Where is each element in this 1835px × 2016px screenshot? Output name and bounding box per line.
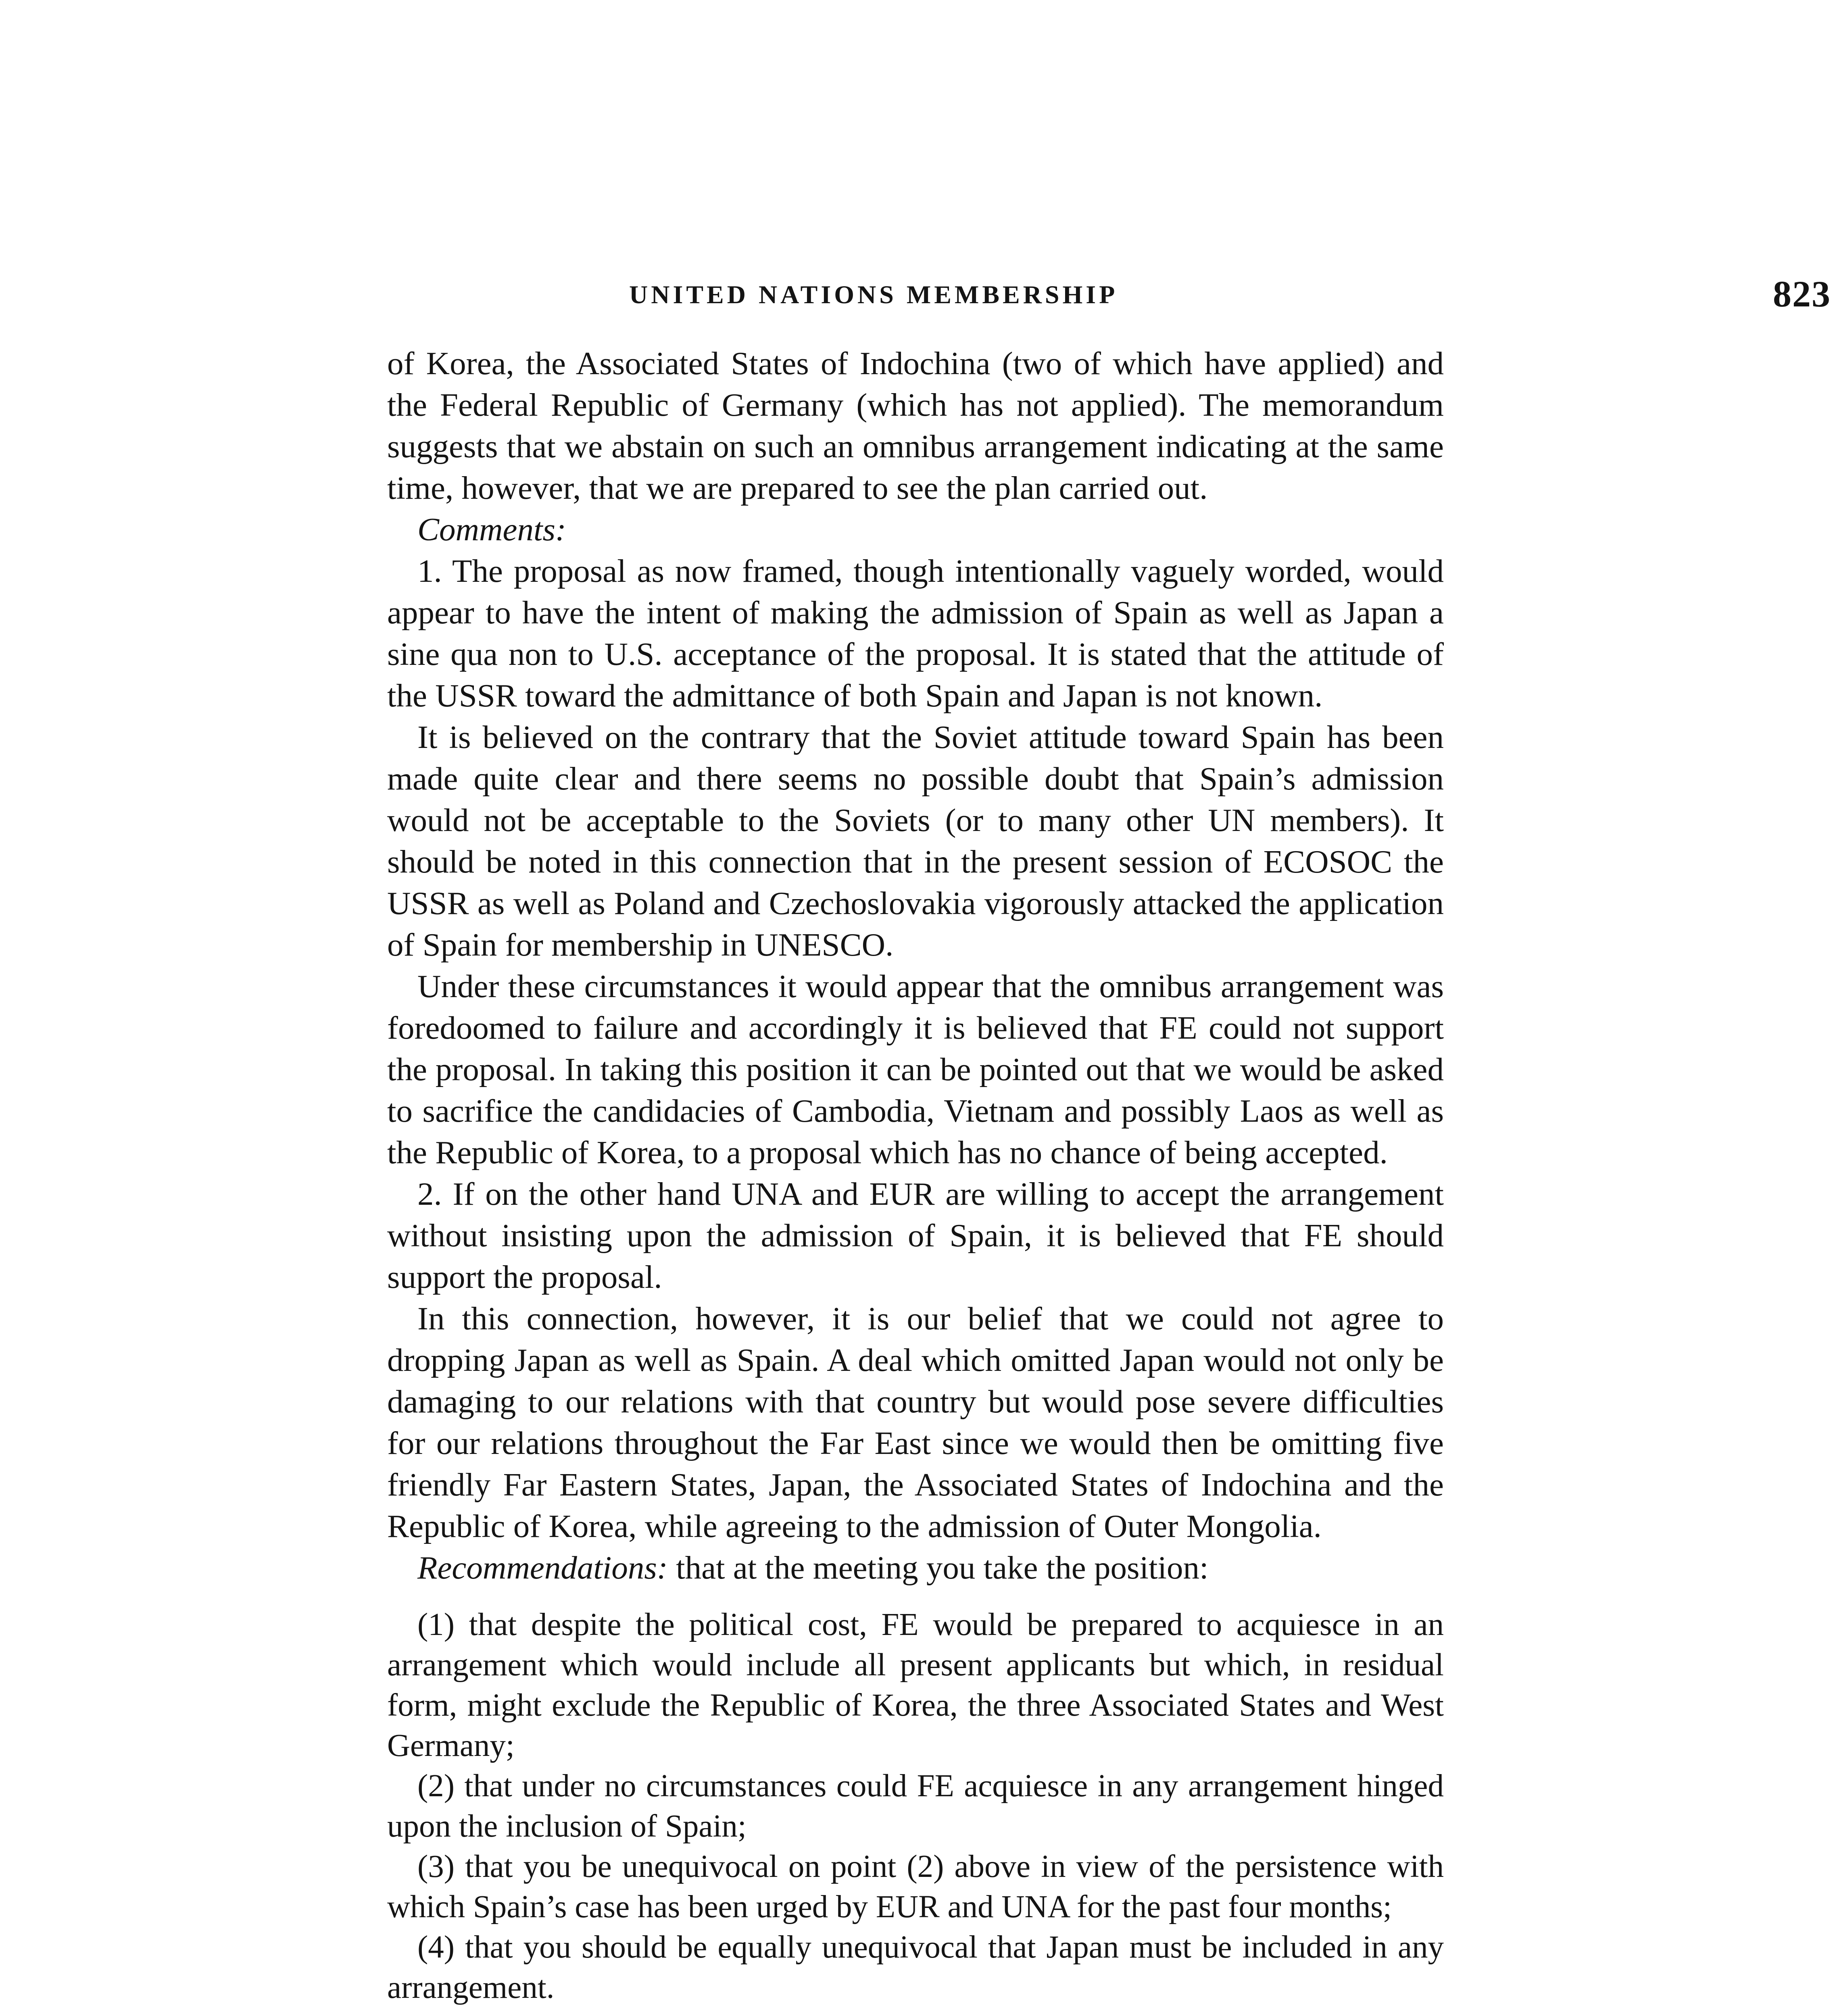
japan-paragraph: In this connection, however, it is our belief that we could not agree to dropping Japan as well as Spain. A deal which omitted Japan would not only be damaging to our relations with that country but would pose severe difficulties for our relations throughout the Far East since we would then be omitting five friendly Far Eastern States, Japan, the Associated States of Indochina and the Republic of Korea, while agreeing to the admission of Outer Mongolia. [387,1300,1444,1544]
recommendation-item: (3) that you be unequivocal on point (2) above in view of the persistence with which Spain’s case has been urged by EUR and UNA for the past four months; [387,1849,1444,1924]
page-number: 823 [1773,273,1831,314]
running-head [387,273,1831,321]
recommendations-intro [387,1547,1444,1589]
paragraph-continuation: of Korea, the Associated States of Indochina (two of which have applied) and the Federal Republic of Germany (which has not applied). The memorandum suggests that we abstain on such an omnibus arrangement indicating at the same time, however, that we are prepared to see the plan carried out. [387,345,1444,506]
recommendation-item: (2) that under no circumstances could FE acquiesce in any arrangement hinged upon the inclusion of Spain; [387,1768,1444,1844]
recommendations-list [387,1605,1444,2008]
soviet-attitude-paragraph: It is believed on the contrary that the Soviet attitude toward Spain has been made quite clear and there seems no possible doubt that Spain’s admission would not be acceptable to the Soviets (or to many other UN members). It should be noted in this connection that in the present session of ECOSOC the USSR as well as Poland and Czechoslovakia vigorously attacked the application of Spain for membership in UNESCO. [387,719,1444,963]
body-text [387,343,1444,2008]
circumstances-paragraph: Under these circumstances it would appear that the omnibus arrangement was foredoomed to failure and accordingly it is believed that FE could not support the proposal. In taking this position it can be pointed out that we would be asked to sacrifice the candidacies of Cambodia, Vietnam and possibly Laos as well as the Republic of Korea, to a proposal which has no chance of being accepted. [387,968,1444,1170]
comments-heading: Comments: [417,511,566,548]
comment-2-paragraph: 2. If on the other hand UNA and EUR are willing to accept the arrangement without insisting upon the admission of Spain, it is believed that FE should support the proposal. [387,1176,1444,1295]
recommendation-item: (4) that you should be equally unequivocal that Japan must be included in any arrangement. [387,1930,1444,2005]
running-title: UNITED NATIONS MEMBERSHIP [629,280,1118,309]
recommendation-item: (1) that despite the political cost, FE would be prepared to acquiesce in an arrangement which would include all present applicants but which, in residual form, might exclude the Republic of Korea, the three Associated States and West Germany; [387,1607,1444,1763]
comment-1-paragraph: 1. The proposal as now framed, though intentionally vaguely worded, would appear to have the intent of making the admission of Spain as well as Japan a sine qua non to U.S. acceptance of the proposal. It is stated that the attitude of the USSR toward the admittance of both Spain and Japan is not known. [387,553,1444,714]
recommendations-heading: Recommendations: [417,1549,668,1586]
recommendations-lead: that at the meeting you take the position: [676,1549,1209,1586]
